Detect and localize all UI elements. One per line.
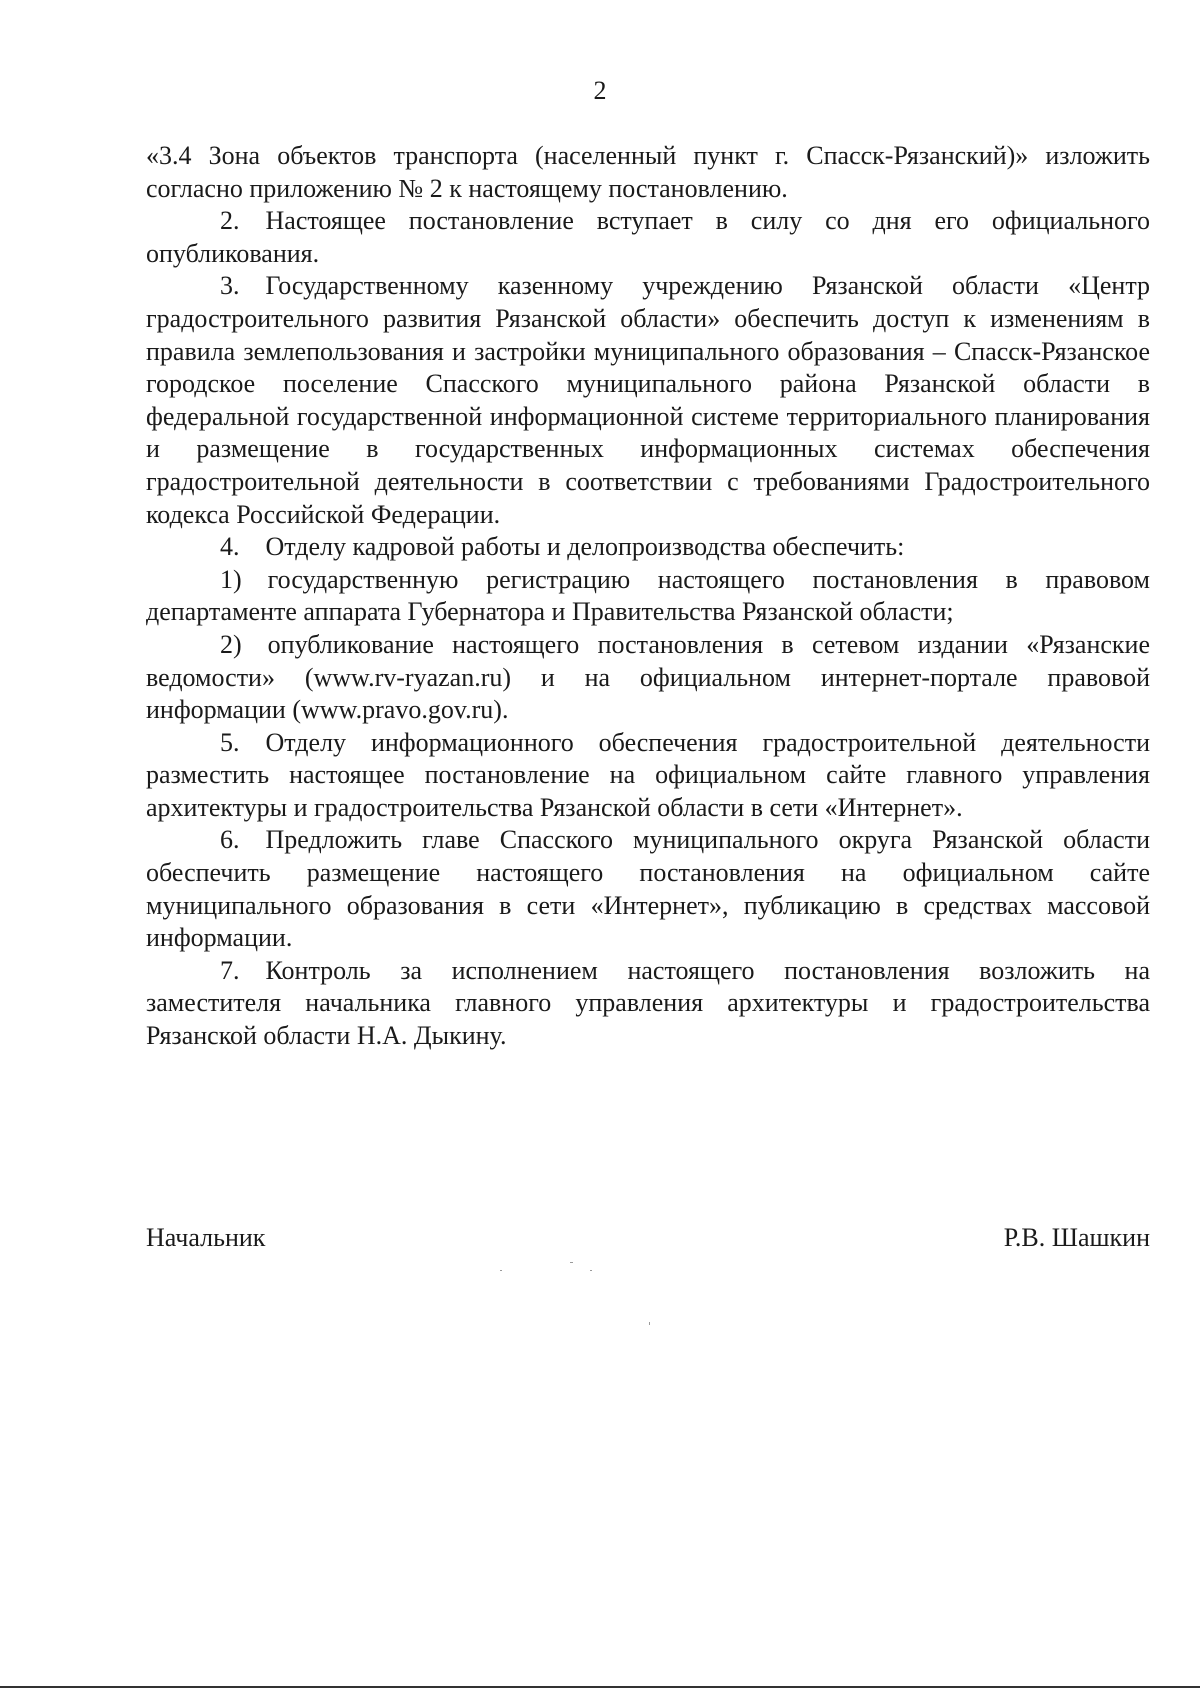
paragraph-item-4-1: 1) государственную регистрацию настоящего постановления в правовом департаменте аппарата Губернатора и Правительства Рязанской области; — [146, 564, 1150, 627]
document-body — [146, 140, 1150, 1053]
paragraph-item-5: 5. Отделу информационного обеспечения градостроительной деятельности разместить настоящее постановление на официальном сайте главного управления архитектуры и градостроительства Рязанской области в сети «Интернет». — [146, 727, 1150, 822]
scan-speck — [590, 1270, 592, 1271]
page-number: 2 — [593, 76, 607, 105]
scan-speck — [570, 1262, 573, 1263]
paragraph-item-3: 3. Государственному казенному учреждению Рязанской области «Центр градостроительного развития Рязанской области» обеспечить доступ к изменениям в правила землепользования и застройки муниципального образования – Спасск-Рязанское городское поселение Спасского муниципального района Рязанской области в федеральной государственной информационной системе территориального планирования и размещение в государственных информационных системах обеспечения градостроительной деятельности в соответствии с требованиями Градостроительного кодекса Российской Федерации. — [146, 271, 1150, 529]
paragraph-zone-3-4: «3.4 Зона объектов транспорта (населенный пункт г. Спасск-Рязанский)» изложить согласно приложению № 2 к настоящему постановлению. — [146, 141, 1150, 203]
paragraph-item-2: 2. Настоящее постановление вступает в силу со дня его официального опубликования. — [146, 206, 1150, 268]
signatory-name: Р.В. Шашкин — [1003, 1223, 1150, 1252]
paragraph-item-4-2: 2) опубликование настоящего постановления в сетевом издании «Рязанские ведомости» (www.rv-ryazan.ru) и на официальном интернет-портале правовой информации (www.pravo.gov.ru). — [146, 629, 1150, 725]
signatory-title: Начальник — [146, 1223, 266, 1252]
scan-speck — [649, 1322, 650, 1325]
paragraph-item-7: 7. Контроль за исполнением настоящего постановления возложить на заместителя начальника главного управления архитектуры и градостроительства Рязанской области Н.А. Дыкину. — [146, 955, 1150, 1051]
scan-speck — [500, 1270, 502, 1271]
bottom-border-line — [0, 1686, 1200, 1688]
paragraph-item-4: 4. Отделу кадровой работы и делопроизводства обеспечить: — [220, 532, 905, 562]
paragraph-item-6: 6. Предложить главе Спасского муниципального округа Рязанской области обеспечить размещение настоящего постановления на официальном сайте муниципального образования в сети «Интернет», публикацию в средствах массовой информации. — [146, 825, 1150, 953]
